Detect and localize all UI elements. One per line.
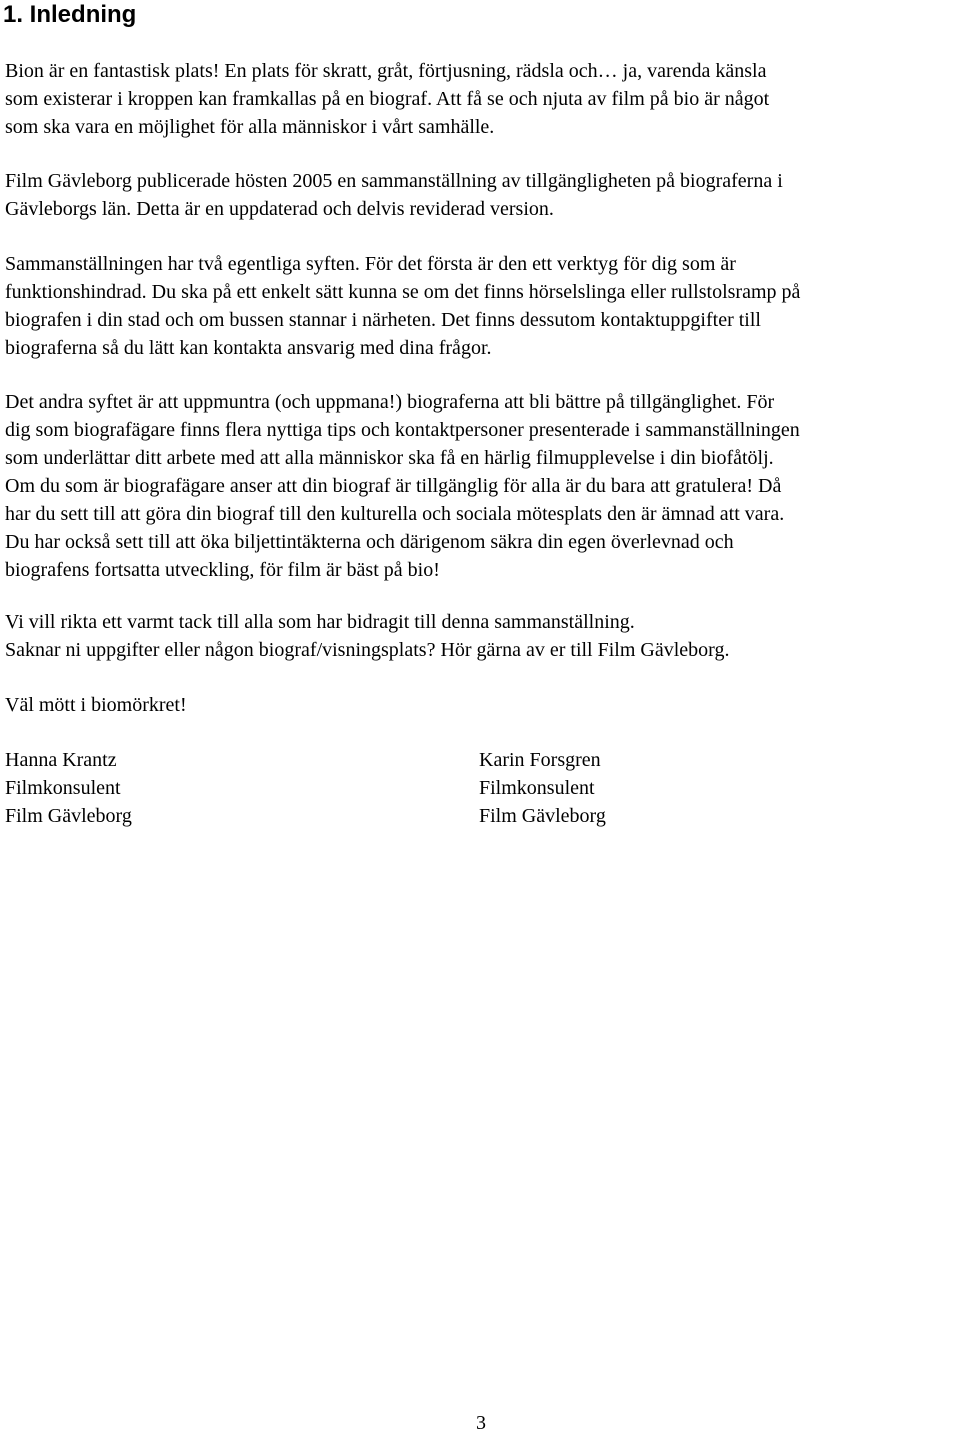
section-heading: 1. Inledning <box>3 1 137 28</box>
signature-organization: Film Gävleborg <box>479 805 606 827</box>
signature-name: Karin Forsgren <box>479 749 601 771</box>
paragraph-line: som existerar i kroppen kan framkallas på en biograf. Att få se och njuta av film på bio är något <box>5 88 770 110</box>
paragraph-line: Sammanställningen har två egentliga syften. För det första är den ett verktyg för dig som är <box>5 253 736 275</box>
paragraph-line: Du har också sett till att öka biljettintäkterna och därigenom säkra din egen överlevnad och <box>5 531 734 553</box>
paragraph-purposes <box>5 250 800 362</box>
paragraph-line: dig som biografägare finns flera nyttiga tips och kontaktpersoner presenterade i sammanställningen <box>5 419 800 441</box>
signature-name: Hanna Krantz <box>5 749 117 771</box>
paragraph-line: funktionshindrad. Du ska på ett enkelt sätt kunna se om det finns hörselslinga eller rullstolsramp på <box>5 281 801 303</box>
signature-block <box>479 746 606 830</box>
signature-title: Filmkonsulent <box>5 777 121 799</box>
paragraph-greeting <box>5 691 187 719</box>
paragraph-line: har du sett till att göra din biograf till den kulturella och sociala mötesplats den är ämnad att vara. <box>5 503 785 525</box>
signature-organization: Film Gävleborg <box>5 805 132 827</box>
paragraph-line: Gävleborgs län. Detta är en uppdaterad och delvis reviderad version. <box>5 198 554 220</box>
signature-title: Filmkonsulent <box>479 777 595 799</box>
paragraph-publication <box>5 167 783 223</box>
paragraph-line: Bion är en fantastisk plats! En plats för skratt, gråt, förtjusning, rädsla och… ja, varenda känsla <box>5 60 767 82</box>
paragraph-line: Det andra syftet är att uppmuntra (och uppmana!) biograferna att bli bättre på tillgänglighet. För <box>5 391 775 413</box>
paragraph-line: Saknar ni uppgifter eller någon biograf/visningsplats? Hör gärna av er till Film Gävleborg. <box>5 639 730 661</box>
paragraph-intro <box>5 57 769 141</box>
paragraph-second-purpose <box>5 388 800 584</box>
paragraph-thanks <box>5 608 729 664</box>
paragraph-line: som underlättar ditt arbete med att alla människor ska få en härlig filmupplevelse i din biofåtölj. <box>5 447 774 469</box>
paragraph-line: Om du som är biografägare anser att din biograf är tillgänglig för alla är du bara att gratulera! Då <box>5 475 782 497</box>
paragraph-line: biografens fortsatta utveckling, för film är bäst på bio! <box>5 559 440 581</box>
page-number: 3 <box>476 1412 486 1434</box>
paragraph-line: som ska vara en möjlighet för alla människor i vårt samhälle. <box>5 116 495 138</box>
paragraph-line: Vi vill rikta ett varmt tack till alla som har bidragit till denna sammanställning. <box>5 611 635 633</box>
paragraph-line: Väl mött i biomörkret! <box>5 694 187 716</box>
paragraph-line: biografen i din stad och om bussen stannar i närheten. Det finns dessutom kontaktuppgifter till <box>5 309 761 331</box>
signature-block <box>5 746 132 830</box>
paragraph-line: Film Gävleborg publicerade hösten 2005 en sammanställning av tillgängligheten på biograferna i <box>5 170 783 192</box>
paragraph-line: biograferna så du lätt kan kontakta ansvarig med dina frågor. <box>5 337 492 359</box>
